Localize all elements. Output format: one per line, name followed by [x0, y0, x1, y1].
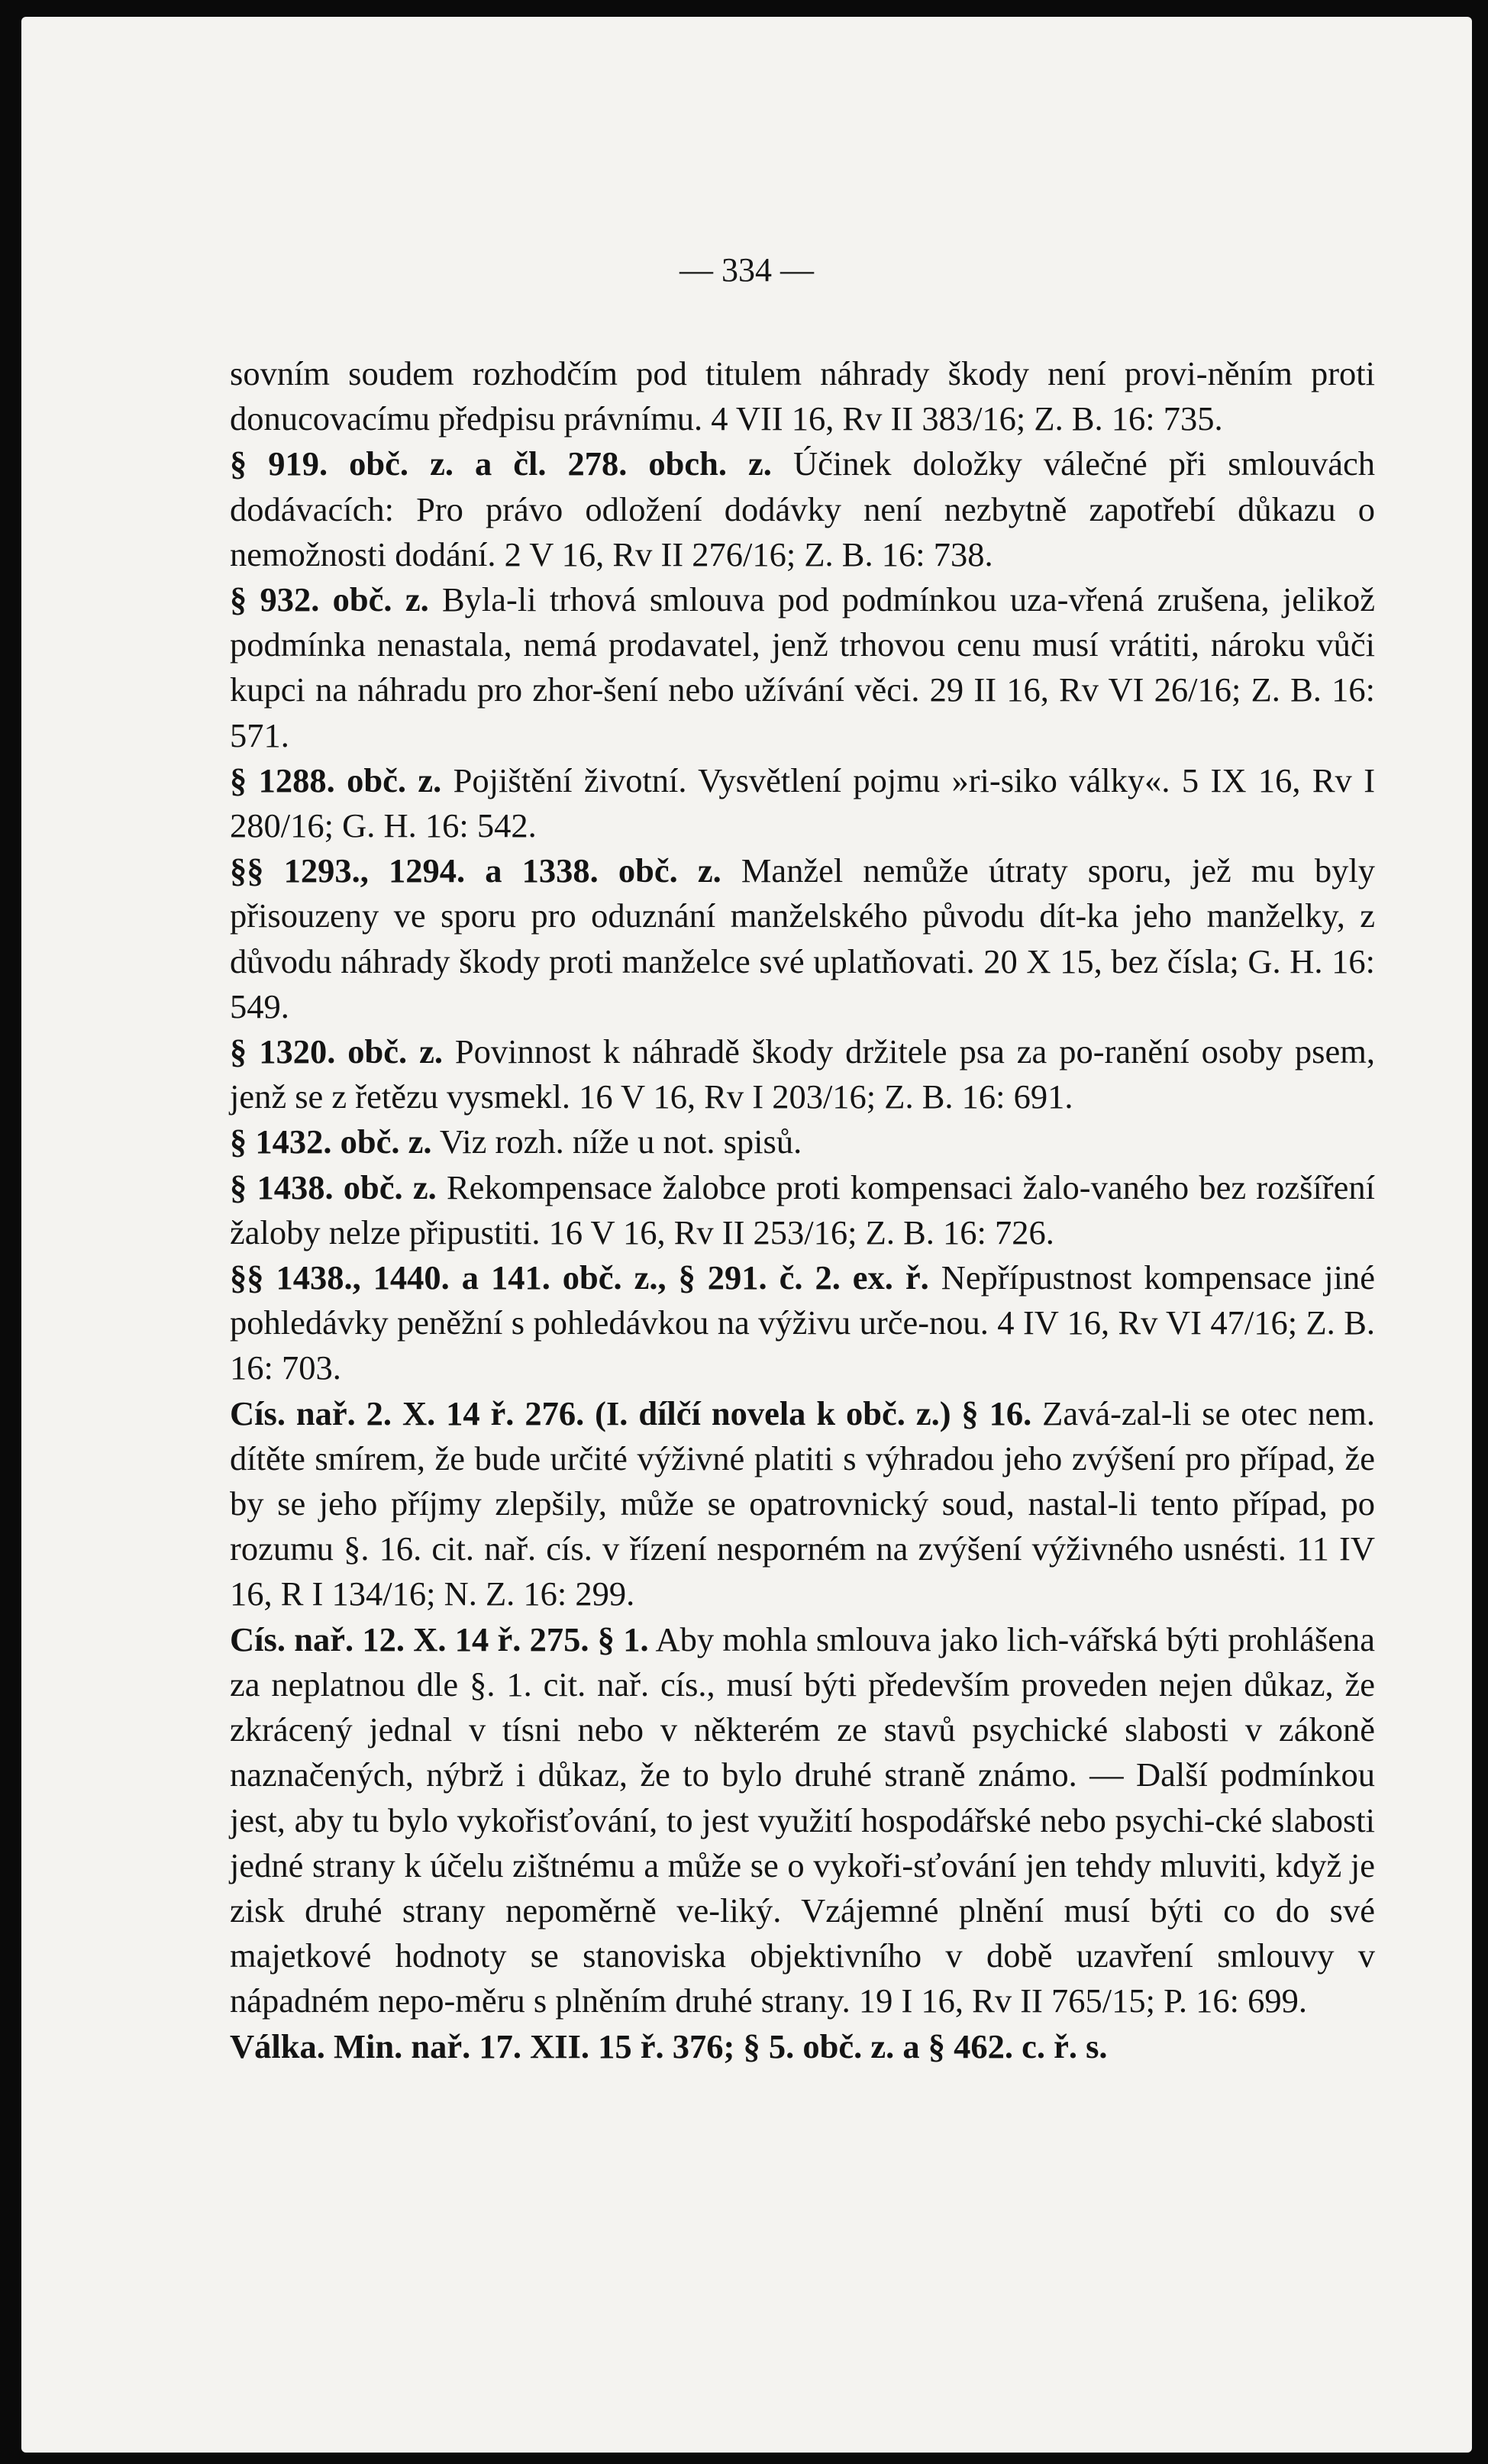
- entry-1320: [230, 1029, 1375, 1119]
- document-body: [230, 351, 1375, 2069]
- entry-text: Pojištění životní. Vysvětlení pojmu »ri-siko války«. 5 IX 16, Rv I 280/16; G. H. 16: 542.: [230, 761, 1376, 845]
- entry-1432: [230, 1119, 1375, 1164]
- entry-text: Rekompensace žalobce proti kompensaci žalo-vaného bez rozšíření žaloby nelze připustiti. 16 V 16, Rv II 253/16; Z. B. 16: 726.: [230, 1167, 1375, 1251]
- entry-1293: [230, 848, 1375, 1029]
- entry-text: Viz rozh. níže u not. spisů.: [439, 1122, 802, 1161]
- entry-text: Zavá-zal-li se otec nem. dítěte smírem, že bude určité výživné platiti s výhradou jeho zvýšení pro případ, že by se jeho příjmy zlepšily, může se opatrovnický soud, nastal-li tento případ, po rozumu §. 16. cit. nař. cís. v řízení nesporném na zvýšení výživného usnésti. 11 IV 16, R I 134/16; N. Z. 16: 299.: [230, 1393, 1376, 1613]
- entry-heading: § 1288. obč. z.: [230, 761, 442, 799]
- entry-heading: Válka. Min. nař. 17. XII. 15 ř. 376; § 5. obč. z. a § 462. c. ř. s.: [230, 2026, 1108, 2065]
- entry-text: Nepřípustnost kompensace jiné pohledávky peněžní s pohledávkou na výživu určе-nou. 4 IV 16, Rv VI 47/16; Z. B. 16: 703.: [230, 1258, 1375, 1387]
- entry-heading: Cís. nař. 2. X. 14 ř. 276. (I. dílčí novela k obč. z.) § 16.: [230, 1393, 1032, 1432]
- paragraph-text: sovním soudem rozhodčím pod titulem náhrady škody není provi-něním proti donucovacímu předpisu právnímu. 4 VII 16, Rv II 383/16; Z. B. 16: 735.: [230, 354, 1375, 438]
- document-page: [21, 17, 1472, 2453]
- entry-valka: [230, 2024, 1375, 2069]
- entry-1438-1440: [230, 1255, 1375, 1391]
- entry-cis-nar-275: [230, 1617, 1375, 2024]
- entry-heading: § 932. obč. z.: [230, 580, 429, 619]
- paragraph-continuation: [230, 351, 1375, 441]
- entry-text: Byla-li trhová smlouva pod podmínkou uza-vřená zrušena, jelikož podmínka nenastala, nemá prodavatel, jenž trhovou cenu musí vrátiti, nároku vůči kupci na náhradu pro zhor-šení nebo užívání věci. 29 II 16, Rv VI 26/16; Z. B. 16: 571.: [230, 580, 1375, 754]
- entry-heading: § 1320. obč. z.: [230, 1032, 443, 1071]
- entry-heading: §§ 1438., 1440. a 141. obč. z., § 291. č. 2. ex. ř.: [230, 1258, 929, 1297]
- entry-1288: [230, 758, 1375, 848]
- entry-text: Povinnost k náhradě škody držitele psa za po-ranění osoby psem, jenž se z řetězu vysmekl. 16 V 16, Rv I 203/16; Z. B. 16: 691.: [230, 1032, 1375, 1116]
- entry-heading: § 919. obč. z. a čl. 278. obch. z.: [230, 444, 772, 483]
- entry-heading: Cís. nař. 12. X. 14 ř. 275. § 1.: [230, 1620, 649, 1658]
- entry-heading: § 1438. obč. z.: [230, 1167, 437, 1206]
- entry-cis-nar-276: [230, 1391, 1375, 1617]
- entry-heading: §§ 1293., 1294. a 1338. obč. z.: [230, 851, 721, 890]
- entry-932: [230, 577, 1375, 758]
- entry-text: Aby mohla smlouva jako lich-vářská býti prohlášena za neplatnou dle §. 1. cit. nař. cís., musí býti především proveden nejen důkaz, že zkrácený jednal v tísni nebo v některém ze stavů psychické slabosti v zákoně naznačených, nýbrž i důkaz, že to bylo druhé straně známo. — Další podmínkou jest, aby tu bylo vykořisťování, to jest využití hospodářské nebo psychi-cké slabosti jedné strany k účelu zištnému a může se o vykoři-sťování jen tehdy mluviti, když je zisk druhé strany nepoměrně ve-liký. Vzájemné plnění musí býti co do své majetkové hodnoty se stanoviska objektivního v době uzavření smlouvy v nápadném nepo-měru s plněním druhé strany. 19 I 16, Rv II 765/15; P. 16: 699.: [230, 1620, 1375, 2020]
- entry-1438: [230, 1165, 1375, 1255]
- entry-919: [230, 441, 1375, 577]
- entry-text: Účinek doložky válečné při smlouvách dodávacích: Pro právo odložení dodávky není nezbytně zapotřebí důkazu o nemožnosti dodání. 2 V 16, Rv II 276/16; Z. B. 16: 738.: [230, 444, 1376, 573]
- page-number: — 334 —: [679, 251, 814, 289]
- entry-text: Manžel nemůže útraty sporu, jež mu byly přisouzeny ve sporu pro oduznání manželského původu dít-ka jeho manželky, z důvodu náhrady škody proti manželce své uplatňovati. 20 X 15, bez čísla; G. H. 16: 549.: [230, 851, 1375, 1025]
- entry-heading: § 1432. obč. z.: [230, 1122, 432, 1161]
